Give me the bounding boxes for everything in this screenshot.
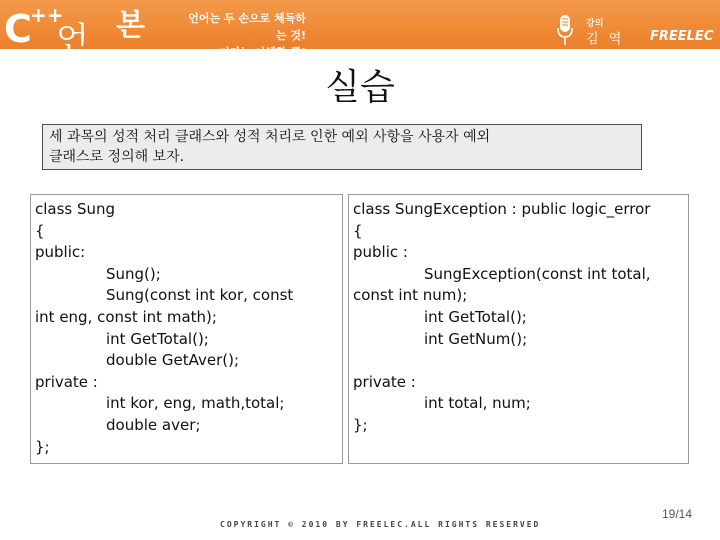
code-line: double aver; bbox=[106, 415, 201, 434]
slogan-line-1: 언어는 두 손으로 체득하는 것! bbox=[188, 12, 306, 42]
code-line: class Sung bbox=[35, 200, 116, 218]
code-line: int kor, eng, math,total; bbox=[106, 394, 285, 413]
code-line: { bbox=[353, 221, 363, 240]
code-line: }; bbox=[353, 415, 368, 434]
lecturer-name: 김 역 bbox=[586, 32, 625, 47]
code-line: int GetTotal(); bbox=[424, 307, 527, 326]
code-line: public: bbox=[35, 243, 86, 262]
copyright-notice: COPYRIGHT © 2010 BY FREELEC.ALL RIGHTS RESERVED bbox=[220, 520, 541, 529]
logo-plusplus: ++ bbox=[30, 3, 64, 27]
slide-title: 실습 bbox=[325, 67, 395, 108]
code-line: SungException(const int total, bbox=[424, 264, 651, 283]
logo-word-eoneo: 언어 bbox=[56, 20, 87, 109]
description-line-2: 클래스로 정의해 보자. bbox=[49, 149, 185, 165]
code-line: const int num); bbox=[353, 286, 468, 305]
code-line: private : bbox=[353, 372, 416, 391]
logo-word-bonsaek: 본색 bbox=[116, 8, 144, 87]
code-line: int GetTotal(); bbox=[106, 329, 209, 348]
code-line: Sung(); bbox=[106, 264, 161, 283]
description-line-1: 세 과목의 성적 처리 클래스와 성적 처리로 인한 예외 사항을 사용자 예외 bbox=[49, 129, 491, 145]
code-line bbox=[353, 350, 685, 372]
code-line: }; bbox=[35, 437, 50, 456]
brand-freelec: FREELEC bbox=[650, 29, 714, 44]
code-line: public : bbox=[353, 243, 408, 262]
code-line: double GetAver(); bbox=[106, 351, 240, 370]
code-line: int eng, const int math); bbox=[35, 307, 217, 326]
microphone-icon bbox=[557, 14, 573, 46]
slogan bbox=[180, 10, 306, 61]
code-line: int GetNum(); bbox=[424, 329, 528, 348]
code-line: Sung(const int kor, const bbox=[106, 286, 294, 305]
logo-c: C bbox=[4, 7, 32, 51]
code-line: { bbox=[35, 221, 45, 240]
page-number: 19/14 bbox=[662, 507, 693, 521]
lecturer-label: 강의 bbox=[586, 19, 604, 29]
description-box bbox=[42, 124, 642, 170]
code-box-sung bbox=[30, 194, 343, 464]
slogan-line-2: 머리는 이해할 뿐! bbox=[218, 46, 306, 59]
code-line: private : bbox=[35, 372, 98, 391]
code-line: class SungException : public logic_error bbox=[353, 200, 651, 218]
code-box-sungexception bbox=[348, 194, 689, 464]
code-line: int total, num; bbox=[424, 394, 531, 413]
